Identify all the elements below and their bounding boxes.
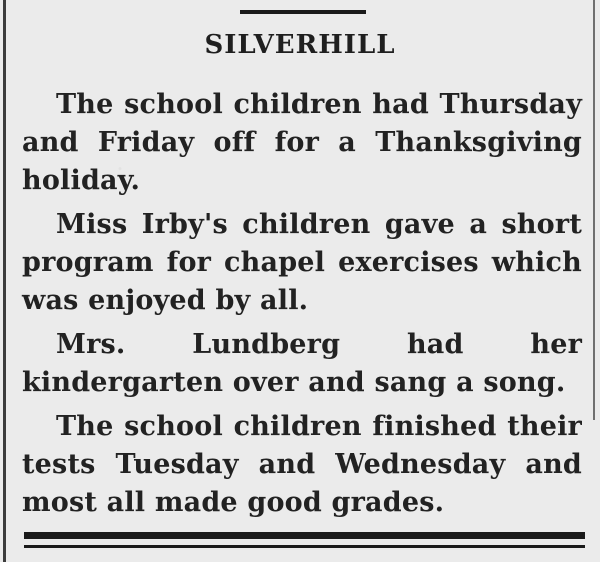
top-divider-rule: [240, 10, 366, 14]
paragraph-chapel-program: Miss Irby's children gave a short program for chapel exercises which was enjoyed by all.: [22, 209, 582, 316]
article-body: [22, 86, 582, 528]
article-headline: SILVERHILL: [204, 30, 396, 60]
column-border-right: [593, 0, 595, 420]
paragraph-tests: The school children finished their tests Tuesday and Wednesday and most all made good grades.: [22, 411, 582, 518]
paragraph-kindergarten: Mrs. Lundberg had her kindergarten over and sang a song.: [22, 329, 582, 398]
bottom-divider-rule-thick: [24, 532, 585, 539]
bottom-divider-rule-thin: [24, 545, 585, 548]
column-border-left: [3, 0, 6, 562]
paragraph-thanksgiving: The school children had Thursday and Friday off for a Thanksgiving holiday.: [22, 89, 582, 196]
